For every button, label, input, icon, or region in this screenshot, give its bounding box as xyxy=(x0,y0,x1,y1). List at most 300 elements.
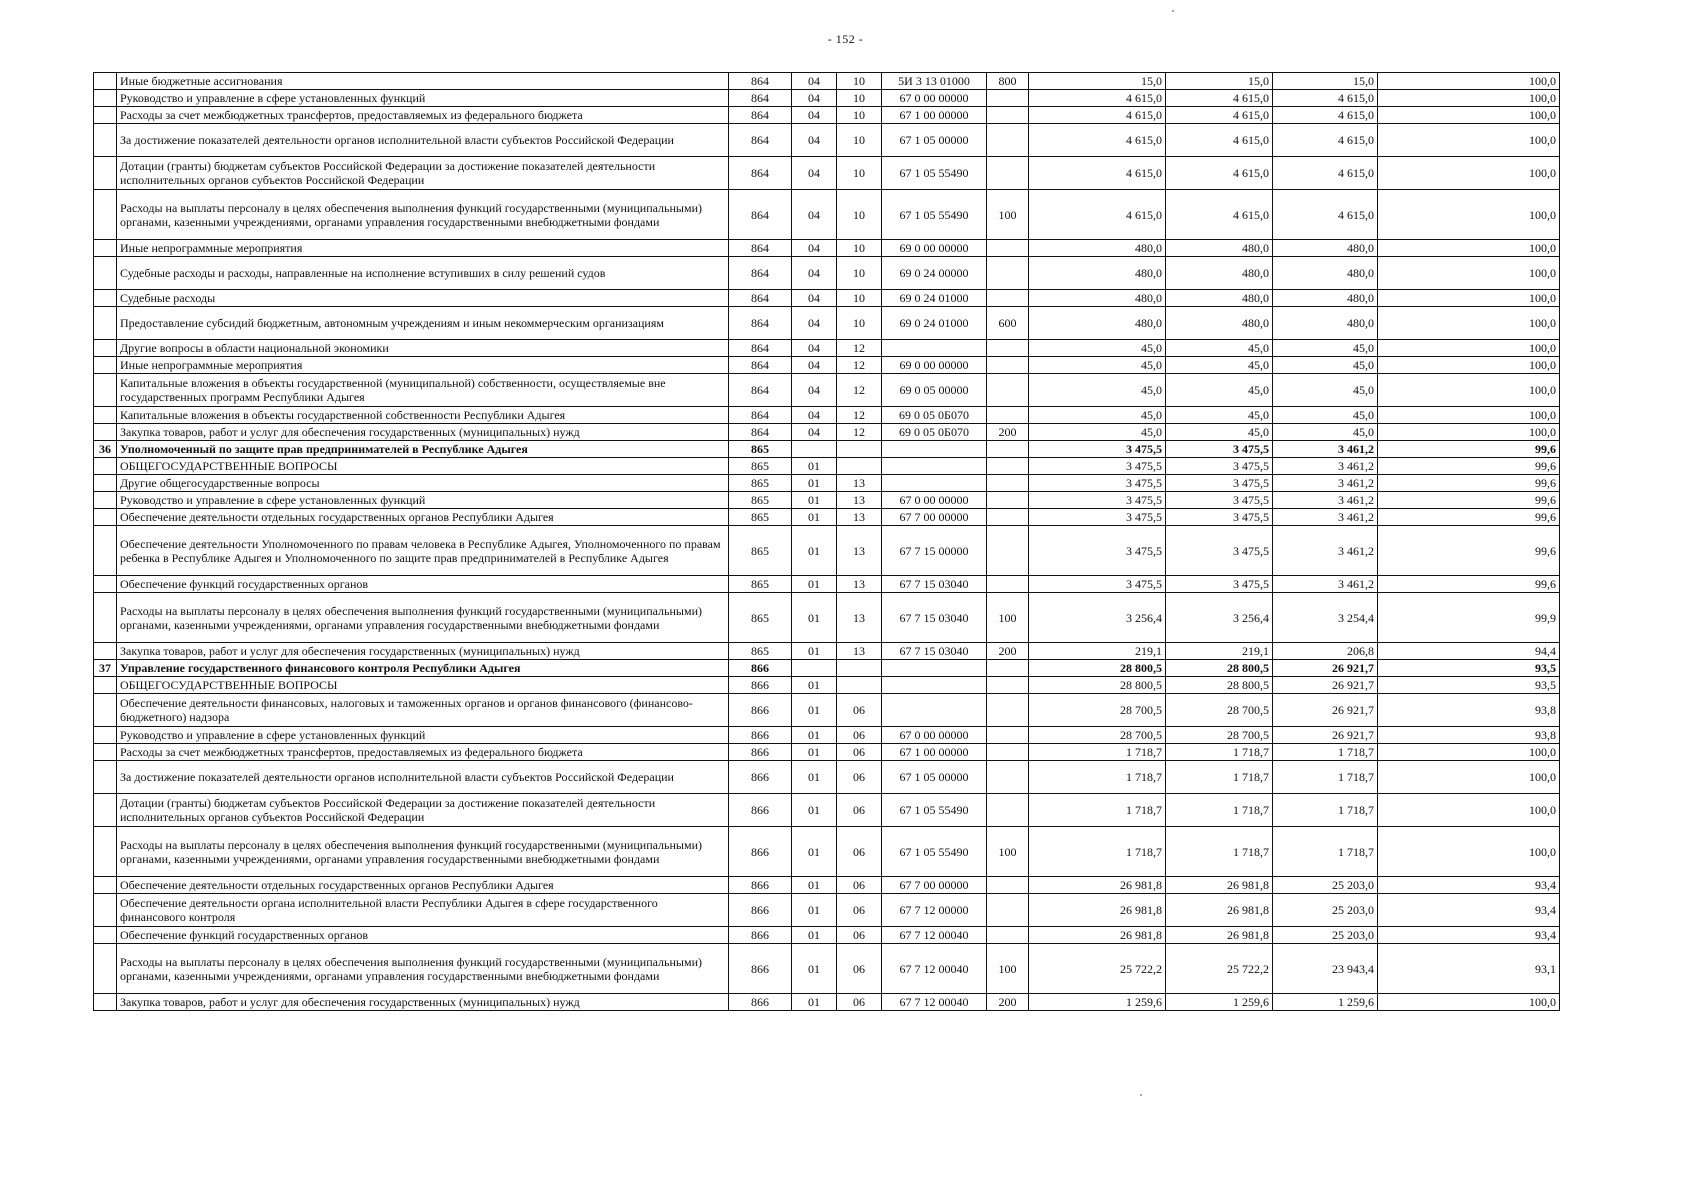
amount-approved: 1 718,7 xyxy=(1029,827,1166,877)
subsection-code: 13 xyxy=(837,509,882,526)
amount-executed: 45,0 xyxy=(1273,374,1378,407)
section-code: 04 xyxy=(792,90,837,107)
section-code: 01 xyxy=(792,794,837,827)
row-number xyxy=(94,509,117,526)
ministry-code: 866 xyxy=(729,994,792,1011)
amount-adjusted: 45,0 xyxy=(1166,357,1273,374)
expense-type-code xyxy=(987,374,1029,407)
subsection-code: 12 xyxy=(837,407,882,424)
section-code: 01 xyxy=(792,643,837,660)
row-number xyxy=(94,340,117,357)
amount-approved: 480,0 xyxy=(1029,290,1166,307)
expense-type-code xyxy=(987,761,1029,794)
row-name: Расходы на выплаты персоналу в целях обеспечения выполнения функций государственными (муниципальными) органами, казенными учреждениями, органами управления государственными внебюджетными фондами xyxy=(117,827,729,877)
amount-approved: 3 475,5 xyxy=(1029,458,1166,475)
section-code: 04 xyxy=(792,340,837,357)
amount-approved: 45,0 xyxy=(1029,407,1166,424)
section-code: 04 xyxy=(792,290,837,307)
section-code: 04 xyxy=(792,424,837,441)
expense-type-code xyxy=(987,727,1029,744)
expense-type-code xyxy=(987,441,1029,458)
expense-type-code: 100 xyxy=(987,593,1029,643)
expense-type-code xyxy=(987,107,1029,124)
amount-executed: 3 254,4 xyxy=(1273,593,1378,643)
row-number xyxy=(94,257,117,290)
row-number xyxy=(94,994,117,1011)
subsection-code: 10 xyxy=(837,307,882,340)
table-row xyxy=(94,944,1560,994)
ministry-code: 864 xyxy=(729,340,792,357)
amount-executed: 26 921,7 xyxy=(1273,727,1378,744)
ministry-code: 864 xyxy=(729,157,792,190)
target-article-code xyxy=(882,340,987,357)
execution-percent: 100,0 xyxy=(1378,157,1560,190)
target-article-code xyxy=(882,441,987,458)
amount-approved: 219,1 xyxy=(1029,643,1166,660)
amount-executed: 26 921,7 xyxy=(1273,677,1378,694)
table-row xyxy=(94,407,1560,424)
row-name: Другие общегосударственные вопросы xyxy=(117,475,729,492)
execution-percent: 100,0 xyxy=(1378,124,1560,157)
section-code: 01 xyxy=(792,744,837,761)
amount-adjusted: 1 259,6 xyxy=(1166,994,1273,1011)
row-number xyxy=(94,407,117,424)
table-row xyxy=(94,660,1560,677)
table-row xyxy=(94,190,1560,240)
subsection-code: 10 xyxy=(837,257,882,290)
ministry-code: 865 xyxy=(729,458,792,475)
section-code: 04 xyxy=(792,357,837,374)
row-name: Капитальные вложения в объекты государственной собственности Республики Адыгея xyxy=(117,407,729,424)
execution-percent: 99,6 xyxy=(1378,441,1560,458)
amount-approved: 1 718,7 xyxy=(1029,744,1166,761)
amount-approved: 28 700,5 xyxy=(1029,694,1166,727)
section-code: 01 xyxy=(792,927,837,944)
ministry-code: 864 xyxy=(729,257,792,290)
amount-adjusted: 15,0 xyxy=(1166,73,1273,90)
row-number xyxy=(94,190,117,240)
expense-type-code xyxy=(987,157,1029,190)
subsection-code: 06 xyxy=(837,744,882,761)
amount-executed: 480,0 xyxy=(1273,240,1378,257)
target-article-code: 67 7 12 00040 xyxy=(882,927,987,944)
expense-type-code xyxy=(987,877,1029,894)
amount-approved: 28 700,5 xyxy=(1029,727,1166,744)
row-name: Обеспечение деятельности Уполномоченного по правам человека в Республике Адыгея, Уполномоченного по правам ребенка в Республике Адыгея и Уполномоченного по защите прав предпринимателей в Республике Адыгея xyxy=(117,526,729,576)
amount-approved: 3 475,5 xyxy=(1029,441,1166,458)
target-article-code xyxy=(882,694,987,727)
target-article-code: 67 1 05 00000 xyxy=(882,761,987,794)
ministry-code: 866 xyxy=(729,827,792,877)
amount-executed: 3 461,2 xyxy=(1273,475,1378,492)
amount-executed: 4 615,0 xyxy=(1273,107,1378,124)
amount-adjusted: 1 718,7 xyxy=(1166,744,1273,761)
subsection-code: 13 xyxy=(837,475,882,492)
amount-approved: 3 475,5 xyxy=(1029,492,1166,509)
amount-executed: 25 203,0 xyxy=(1273,877,1378,894)
section-code: 01 xyxy=(792,727,837,744)
budget-table-body xyxy=(94,73,1560,1011)
target-article-code: 67 7 15 03040 xyxy=(882,593,987,643)
section-code: 01 xyxy=(792,894,837,927)
amount-approved: 1 259,6 xyxy=(1029,994,1166,1011)
execution-percent: 100,0 xyxy=(1378,424,1560,441)
amount-adjusted: 1 718,7 xyxy=(1166,761,1273,794)
row-number xyxy=(94,877,117,894)
target-article-code: 69 0 00 00000 xyxy=(882,357,987,374)
target-article-code: 67 7 12 00000 xyxy=(882,894,987,927)
amount-adjusted: 3 475,5 xyxy=(1166,492,1273,509)
row-name: Расходы на выплаты персоналу в целях обеспечения выполнения функций государственными (муниципальными) органами, казенными учреждениями, органами управления государственными внебюджетными фондами xyxy=(117,593,729,643)
target-article-code: 67 7 00 00000 xyxy=(882,509,987,526)
amount-adjusted: 1 718,7 xyxy=(1166,827,1273,877)
expense-type-code xyxy=(987,526,1029,576)
ministry-code: 866 xyxy=(729,744,792,761)
row-number xyxy=(94,794,117,827)
table-row xyxy=(94,927,1560,944)
execution-percent: 100,0 xyxy=(1378,374,1560,407)
target-article-code xyxy=(882,475,987,492)
ministry-code: 865 xyxy=(729,593,792,643)
execution-percent: 100,0 xyxy=(1378,407,1560,424)
amount-executed: 3 461,2 xyxy=(1273,441,1378,458)
ministry-code: 865 xyxy=(729,492,792,509)
amount-adjusted: 480,0 xyxy=(1166,240,1273,257)
row-number xyxy=(94,744,117,761)
target-article-code: 67 1 00 00000 xyxy=(882,744,987,761)
section-code: 04 xyxy=(792,73,837,90)
row-name: Дотации (гранты) бюджетам субъектов Российской Федерации за достижение показателей деятельности исполнительных органов субъектов Российской Федерации xyxy=(117,157,729,190)
execution-percent: 100,0 xyxy=(1378,290,1560,307)
amount-adjusted: 4 615,0 xyxy=(1166,190,1273,240)
row-number: 36 xyxy=(94,441,117,458)
row-number xyxy=(94,927,117,944)
subsection-code: 06 xyxy=(837,877,882,894)
expense-type-code: 100 xyxy=(987,827,1029,877)
section-code: 04 xyxy=(792,190,837,240)
section-code: 01 xyxy=(792,593,837,643)
subsection-code: 06 xyxy=(837,927,882,944)
amount-adjusted: 4 615,0 xyxy=(1166,124,1273,157)
expense-type-code xyxy=(987,340,1029,357)
amount-executed: 4 615,0 xyxy=(1273,124,1378,157)
row-name: Руководство и управление в сфере установленных функций xyxy=(117,90,729,107)
row-name: Обеспечение деятельности финансовых, налоговых и таможенных органов и органов финансового (финансово-бюджетного) надзора xyxy=(117,694,729,727)
amount-adjusted: 480,0 xyxy=(1166,257,1273,290)
amount-executed: 3 461,2 xyxy=(1273,576,1378,593)
table-row xyxy=(94,257,1560,290)
amount-adjusted: 45,0 xyxy=(1166,407,1273,424)
target-article-code: 67 1 00 00000 xyxy=(882,107,987,124)
row-number xyxy=(94,124,117,157)
table-row xyxy=(94,357,1560,374)
row-name: ОБЩЕГОСУДАРСТВЕННЫЕ ВОПРОСЫ xyxy=(117,458,729,475)
section-code: 01 xyxy=(792,526,837,576)
execution-percent: 93,4 xyxy=(1378,877,1560,894)
amount-executed: 480,0 xyxy=(1273,307,1378,340)
ministry-code: 864 xyxy=(729,240,792,257)
row-name: Закупка товаров, работ и услуг для обеспечения государственных (муниципальных) нужд xyxy=(117,424,729,441)
amount-approved: 480,0 xyxy=(1029,307,1166,340)
ministry-code: 864 xyxy=(729,190,792,240)
amount-executed: 3 461,2 xyxy=(1273,458,1378,475)
scan-speck xyxy=(1172,10,1174,12)
expense-type-code xyxy=(987,492,1029,509)
row-name: Обеспечение деятельности отдельных государственных органов Республики Адыгея xyxy=(117,509,729,526)
expense-type-code: 100 xyxy=(987,944,1029,994)
expense-type-code xyxy=(987,124,1029,157)
amount-executed: 26 921,7 xyxy=(1273,694,1378,727)
row-number xyxy=(94,761,117,794)
section-code: 01 xyxy=(792,944,837,994)
table-row xyxy=(94,643,1560,660)
ministry-code: 866 xyxy=(729,677,792,694)
target-article-code: 67 1 05 55490 xyxy=(882,190,987,240)
row-number xyxy=(94,307,117,340)
target-article-code: 67 1 05 55490 xyxy=(882,794,987,827)
amount-approved: 45,0 xyxy=(1029,424,1166,441)
ministry-code: 865 xyxy=(729,509,792,526)
section-code: 04 xyxy=(792,374,837,407)
table-row xyxy=(94,374,1560,407)
target-article-code: 67 7 15 03040 xyxy=(882,643,987,660)
amount-approved: 28 800,5 xyxy=(1029,677,1166,694)
amount-executed: 1 718,7 xyxy=(1273,761,1378,794)
subsection-code: 13 xyxy=(837,643,882,660)
subsection-code xyxy=(837,660,882,677)
amount-approved: 3 475,5 xyxy=(1029,576,1166,593)
table-row xyxy=(94,441,1560,458)
amount-adjusted: 4 615,0 xyxy=(1166,107,1273,124)
target-article-code: 67 7 15 00000 xyxy=(882,526,987,576)
amount-adjusted: 25 722,2 xyxy=(1166,944,1273,994)
execution-percent: 100,0 xyxy=(1378,73,1560,90)
ministry-code: 866 xyxy=(729,727,792,744)
target-article-code: 69 0 24 01000 xyxy=(882,307,987,340)
amount-adjusted: 28 700,5 xyxy=(1166,694,1273,727)
row-number: 37 xyxy=(94,660,117,677)
row-number xyxy=(94,944,117,994)
amount-executed: 3 461,2 xyxy=(1273,509,1378,526)
row-number xyxy=(94,643,117,660)
amount-approved: 4 615,0 xyxy=(1029,124,1166,157)
amount-approved: 3 475,5 xyxy=(1029,526,1166,576)
subsection-code: 10 xyxy=(837,73,882,90)
row-name: Управление государственного финансового контроля Республики Адыгея xyxy=(117,660,729,677)
ministry-code: 866 xyxy=(729,694,792,727)
execution-percent: 93,4 xyxy=(1378,927,1560,944)
target-article-code: 69 0 24 01000 xyxy=(882,290,987,307)
target-article-code: 67 1 05 55490 xyxy=(882,827,987,877)
section-code: 04 xyxy=(792,257,837,290)
subsection-code: 06 xyxy=(837,794,882,827)
section-code: 01 xyxy=(792,694,837,727)
subsection-code xyxy=(837,441,882,458)
ministry-code: 865 xyxy=(729,576,792,593)
subsection-code: 10 xyxy=(837,107,882,124)
row-name: За достижение показателей деятельности органов исполнительной власти субъектов Российской Федерации xyxy=(117,124,729,157)
subsection-code: 12 xyxy=(837,374,882,407)
row-number xyxy=(94,107,117,124)
execution-percent: 93,5 xyxy=(1378,660,1560,677)
expense-type-code xyxy=(987,509,1029,526)
table-row xyxy=(94,994,1560,1011)
amount-executed: 206,8 xyxy=(1273,643,1378,660)
expense-type-code: 800 xyxy=(987,73,1029,90)
amount-adjusted: 26 981,8 xyxy=(1166,927,1273,944)
amount-adjusted: 219,1 xyxy=(1166,643,1273,660)
row-name: Руководство и управление в сфере установленных функций xyxy=(117,727,729,744)
row-number xyxy=(94,677,117,694)
table-row xyxy=(94,744,1560,761)
target-article-code: 69 0 00 00000 xyxy=(882,240,987,257)
expense-type-code xyxy=(987,90,1029,107)
target-article-code: 5И 3 13 01000 xyxy=(882,73,987,90)
section-code: 01 xyxy=(792,458,837,475)
row-number xyxy=(94,73,117,90)
target-article-code: 67 7 12 00040 xyxy=(882,944,987,994)
row-number xyxy=(94,492,117,509)
execution-percent: 100,0 xyxy=(1378,107,1560,124)
expense-type-code: 200 xyxy=(987,424,1029,441)
amount-approved: 480,0 xyxy=(1029,240,1166,257)
ministry-code: 864 xyxy=(729,107,792,124)
row-name: Закупка товаров, работ и услуг для обеспечения государственных (муниципальных) нужд xyxy=(117,994,729,1011)
section-code: 04 xyxy=(792,307,837,340)
row-name: Предоставление субсидий бюджетным, автономным учреждениям и иным некоммерческим организациям xyxy=(117,307,729,340)
table-row xyxy=(94,794,1560,827)
table-row xyxy=(94,894,1560,927)
row-name: Дотации (гранты) бюджетам субъектов Российской Федерации за достижение показателей деятельности исполнительных органов субъектов Российской Федерации xyxy=(117,794,729,827)
target-article-code xyxy=(882,660,987,677)
expense-type-code xyxy=(987,357,1029,374)
amount-adjusted: 3 475,5 xyxy=(1166,509,1273,526)
amount-executed: 480,0 xyxy=(1273,290,1378,307)
section-code: 01 xyxy=(792,576,837,593)
amount-approved: 3 256,4 xyxy=(1029,593,1166,643)
ministry-code: 866 xyxy=(729,944,792,994)
ministry-code: 865 xyxy=(729,526,792,576)
amount-adjusted: 480,0 xyxy=(1166,290,1273,307)
table-row xyxy=(94,240,1560,257)
table-row xyxy=(94,576,1560,593)
expense-type-code xyxy=(987,744,1029,761)
section-code: 01 xyxy=(792,877,837,894)
row-number xyxy=(94,240,117,257)
row-name: Иные бюджетные ассигнования xyxy=(117,73,729,90)
expense-type-code xyxy=(987,257,1029,290)
target-article-code: 67 0 00 00000 xyxy=(882,727,987,744)
target-article-code: 67 0 00 00000 xyxy=(882,90,987,107)
ministry-code: 864 xyxy=(729,357,792,374)
row-name: Расходы на выплаты персоналу в целях обеспечения выполнения функций государственными (муниципальными) органами, казенными учреждениями, органами управления государственными внебюджетными фондами xyxy=(117,944,729,994)
execution-percent: 100,0 xyxy=(1378,340,1560,357)
table-row xyxy=(94,307,1560,340)
target-article-code: 67 7 15 03040 xyxy=(882,576,987,593)
subsection-code: 06 xyxy=(837,727,882,744)
expense-type-code xyxy=(987,894,1029,927)
amount-approved: 4 615,0 xyxy=(1029,90,1166,107)
table-row xyxy=(94,124,1560,157)
ministry-code: 866 xyxy=(729,927,792,944)
amount-executed: 3 461,2 xyxy=(1273,492,1378,509)
section-code: 01 xyxy=(792,492,837,509)
subsection-code: 06 xyxy=(837,694,882,727)
amount-approved: 26 981,8 xyxy=(1029,877,1166,894)
expense-type-code xyxy=(987,290,1029,307)
section-code: 04 xyxy=(792,240,837,257)
table-row xyxy=(94,424,1560,441)
ministry-code: 864 xyxy=(729,290,792,307)
amount-adjusted: 1 718,7 xyxy=(1166,794,1273,827)
section-code: 01 xyxy=(792,761,837,794)
row-number xyxy=(94,827,117,877)
row-name: Капитальные вложения в объекты государственной (муниципальной) собственности, осуществляемые вне государственных программ Республики Адыгея xyxy=(117,374,729,407)
amount-adjusted: 4 615,0 xyxy=(1166,157,1273,190)
subsection-code: 10 xyxy=(837,240,882,257)
ministry-code: 864 xyxy=(729,374,792,407)
expense-type-code: 600 xyxy=(987,307,1029,340)
row-name: Обеспечение деятельности отдельных государственных органов Республики Адыгея xyxy=(117,877,729,894)
section-code: 01 xyxy=(792,509,837,526)
section-code: 01 xyxy=(792,827,837,877)
subsection-code: 13 xyxy=(837,593,882,643)
row-number xyxy=(94,424,117,441)
amount-executed: 45,0 xyxy=(1273,357,1378,374)
expense-type-code: 200 xyxy=(987,994,1029,1011)
row-name: Иные непрограммные мероприятия xyxy=(117,240,729,257)
amount-executed: 1 718,7 xyxy=(1273,744,1378,761)
subsection-code: 06 xyxy=(837,994,882,1011)
execution-percent: 99,9 xyxy=(1378,593,1560,643)
execution-percent: 94,4 xyxy=(1378,643,1560,660)
row-name: Закупка товаров, работ и услуг для обеспечения государственных (муниципальных) нужд xyxy=(117,643,729,660)
amount-adjusted: 3 475,5 xyxy=(1166,526,1273,576)
amount-approved: 28 800,5 xyxy=(1029,660,1166,677)
row-number xyxy=(94,576,117,593)
execution-percent: 93,8 xyxy=(1378,694,1560,727)
section-code: 04 xyxy=(792,407,837,424)
amount-executed: 25 203,0 xyxy=(1273,894,1378,927)
ministry-code: 866 xyxy=(729,660,792,677)
amount-executed: 4 615,0 xyxy=(1273,157,1378,190)
row-name: Уполномоченный по защите прав предпринимателей в Республике Адыгея xyxy=(117,441,729,458)
amount-executed: 1 718,7 xyxy=(1273,827,1378,877)
section-code: 04 xyxy=(792,107,837,124)
section-code xyxy=(792,441,837,458)
table-row xyxy=(94,475,1560,492)
row-number xyxy=(94,593,117,643)
row-number xyxy=(94,290,117,307)
ministry-code: 864 xyxy=(729,407,792,424)
table-row xyxy=(94,157,1560,190)
execution-percent: 99,6 xyxy=(1378,526,1560,576)
subsection-code xyxy=(837,458,882,475)
subsection-code: 10 xyxy=(837,124,882,157)
amount-approved: 3 475,5 xyxy=(1029,475,1166,492)
execution-percent: 93,8 xyxy=(1378,727,1560,744)
expense-type-code xyxy=(987,660,1029,677)
amount-adjusted: 3 475,5 xyxy=(1166,441,1273,458)
amount-approved: 26 981,8 xyxy=(1029,894,1166,927)
amount-executed: 1 718,7 xyxy=(1273,794,1378,827)
amount-adjusted: 28 700,5 xyxy=(1166,727,1273,744)
execution-percent: 99,6 xyxy=(1378,492,1560,509)
subsection-code: 06 xyxy=(837,894,882,927)
section-code: 01 xyxy=(792,475,837,492)
execution-percent: 100,0 xyxy=(1378,90,1560,107)
table-row xyxy=(94,877,1560,894)
